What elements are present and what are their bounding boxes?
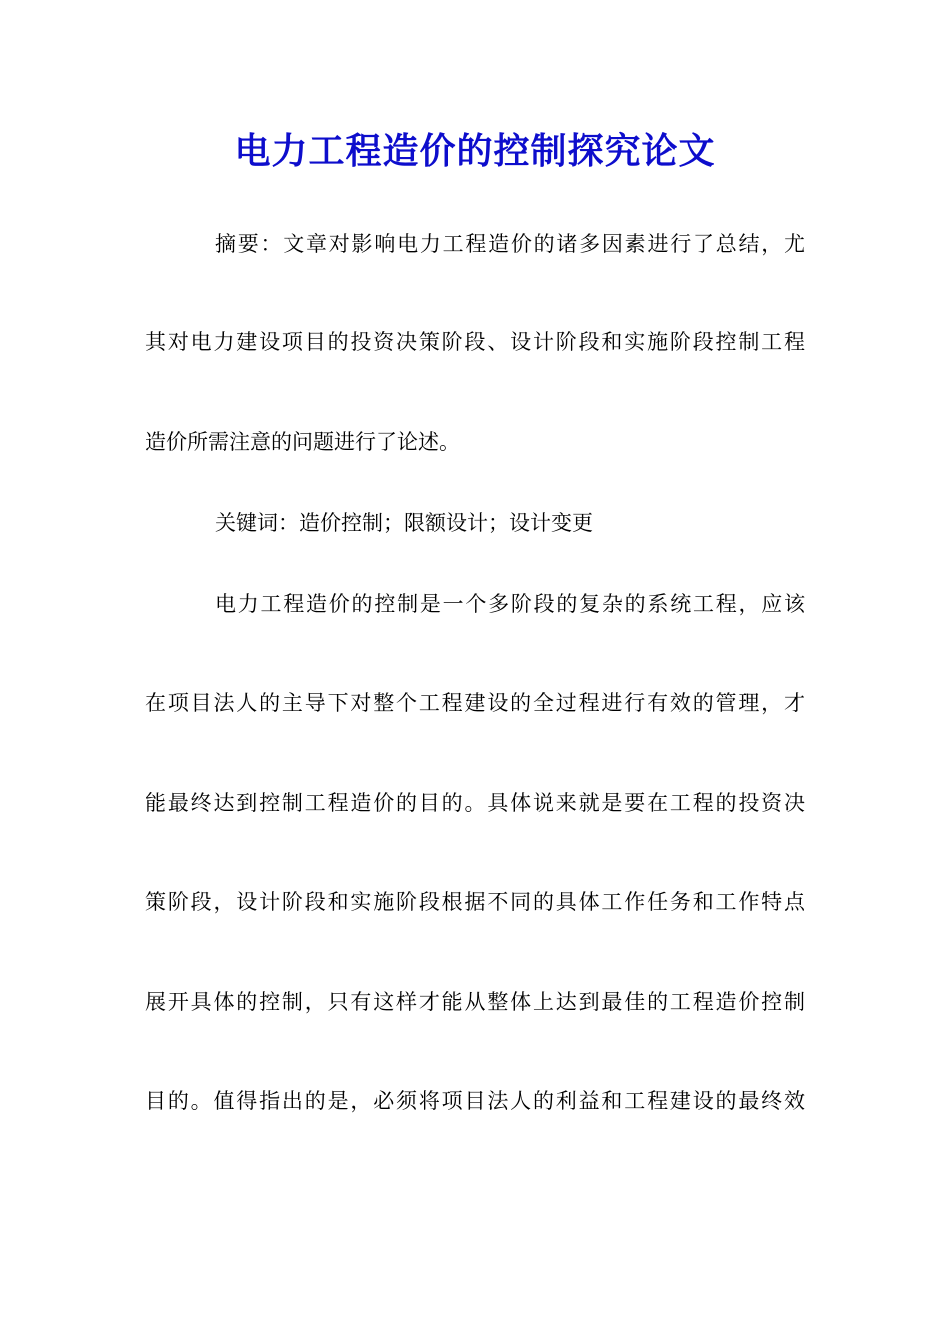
body-line-4: 策阶段，设计阶段和实施阶段根据不同的具体工作任务和工作特点 <box>145 890 805 914</box>
body-line-6: 目的。值得指出的是，必须将项目法人的利益和工程建设的最终效 <box>145 1089 805 1113</box>
document-title: 电力工程造价的控制探究论文 <box>234 130 716 172</box>
abstract-line-3: 造价所需注意的问题进行了论述。 <box>145 430 460 454</box>
abstract-line-1: 摘要：文章对影响电力工程造价的诸多因素进行了总结，尤 <box>215 232 805 256</box>
body-line-3: 能最终达到控制工程造价的目的。具体说来就是要在工程的投资决 <box>145 791 805 815</box>
body-line-5: 展开具体的控制，只有这样才能从整体上达到最佳的工程造价控制 <box>145 990 805 1014</box>
body-line-1: 电力工程造价的控制是一个多阶段的复杂的系统工程，应该 <box>215 592 805 616</box>
body-line-2: 在项目法人的主导下对整个工程建设的全过程进行有效的管理，才 <box>145 691 805 715</box>
keywords-line: 关键词：造价控制；限额设计；设计变更 <box>215 511 593 535</box>
abstract-line-2: 其对电力建设项目的投资决策阶段、设计阶段和实施阶段控制工程 <box>145 330 805 354</box>
